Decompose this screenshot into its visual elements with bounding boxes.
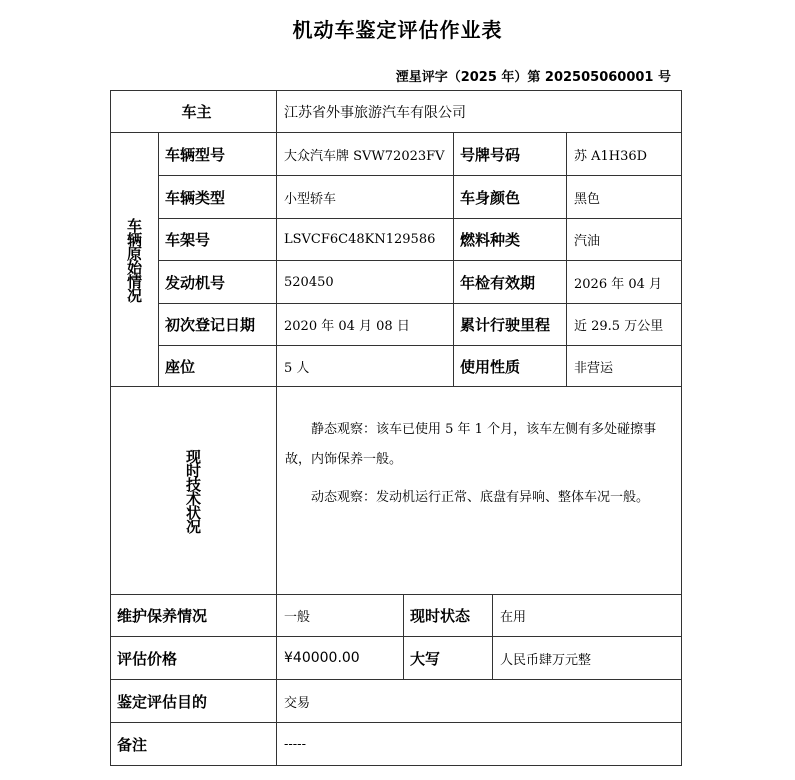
remark-value-cell [276, 722, 682, 766]
label-usage: 使用性质 [460, 357, 521, 376]
row-value [276, 345, 454, 387]
purpose-label: 鉴定评估目的 [117, 692, 208, 711]
purpose-value: 交易 [284, 695, 311, 711]
owner-label: 车主 [181, 103, 212, 121]
row-value [276, 303, 454, 346]
price-words-label: 大写 [410, 649, 441, 668]
value-usage: 非营运 [574, 360, 614, 376]
value-body-color: 黑色 [574, 191, 601, 207]
label-body-color: 车身颜色 [460, 188, 521, 207]
original-section-label: 车辆原始情况 [125, 217, 143, 302]
row-label [158, 345, 277, 387]
row-label [158, 260, 277, 304]
label-seats: 座位 [165, 357, 196, 376]
purpose-label-cell [110, 679, 277, 723]
owner-value-cell [276, 90, 682, 133]
dynamic-observation: 动态观察：发动机运行正常、底盘有异响、整体车况一般。 [311, 490, 650, 505]
row-label [453, 303, 567, 346]
label-engine-number: 发动机号 [165, 273, 226, 292]
price-label-cell [110, 636, 277, 680]
label-mileage: 累计行驶里程 [460, 316, 551, 334]
current-status-label-cell [403, 594, 493, 637]
maintenance-value-cell [276, 594, 404, 637]
price-words-label-cell [403, 636, 493, 680]
row-value [566, 345, 682, 387]
label-fuel-type: 燃料种类 [460, 231, 521, 249]
row-value [566, 218, 682, 261]
row-label [158, 132, 277, 176]
row-label [453, 132, 567, 176]
value-mileage: 近 29.5 万公里 [574, 319, 664, 334]
value-inspection-valid: 2026 年 04 月 [574, 276, 663, 292]
current-status-label: 现时状态 [410, 607, 471, 625]
original-section-label-cell [110, 132, 159, 387]
remark-value: ----- [284, 736, 306, 752]
value-vehicle-model: 大众汽车牌 SVW72023FV [284, 148, 445, 164]
value-fuel-type: 汽油 [574, 234, 601, 249]
static-observation: 静态观察：该车已使用 5 年 1 个月，该车左侧有多处碰擦事故，内饰保养一般。 [285, 422, 657, 467]
document-number: 湮星评字（2025 年）第 202505060001 号 [395, 70, 671, 85]
price-value: ¥40000.00 [284, 650, 360, 666]
value-vin: LSVCF6C48KN129586 [284, 232, 436, 247]
row-value [276, 260, 454, 304]
owner-label-cell [110, 90, 277, 133]
purpose-value-cell [276, 679, 682, 723]
row-label [158, 303, 277, 346]
row-value [276, 132, 454, 176]
row-value [566, 260, 682, 304]
current-status-value: 在用 [500, 610, 527, 625]
value-vehicle-type: 小型轿车 [284, 191, 337, 207]
price-words-value-cell [492, 636, 682, 680]
label-plate-number: 号牌号码 [460, 145, 521, 164]
row-label [453, 345, 567, 387]
label-inspection-valid: 年检有效期 [460, 273, 536, 292]
value-first-registration: 2020 年 04 月 08 日 [284, 319, 410, 334]
label-vin: 车架号 [165, 231, 211, 249]
maintenance-value: 一般 [284, 610, 311, 625]
owner-value: 江苏省外事旅游汽车有限公司 [284, 104, 466, 121]
price-value-cell [276, 636, 404, 680]
value-engine-number: 520450 [284, 274, 334, 290]
price-label: 评估价格 [117, 649, 178, 668]
value-plate-number: 苏 A1H36D [574, 148, 648, 164]
document-title: 机动车鉴定评估作业表 [292, 18, 503, 42]
row-value [566, 303, 682, 346]
value-seats: 5 人 [284, 360, 310, 376]
row-label [158, 175, 277, 219]
row-label [453, 260, 567, 304]
maintenance-label: 维护保养情况 [117, 607, 208, 625]
row-label [453, 175, 567, 219]
remark-label: 备注 [117, 735, 148, 754]
row-value [276, 175, 454, 219]
row-label [158, 218, 277, 261]
remark-label-cell [110, 722, 277, 766]
price-words-value: 人民币肆万元整 [500, 652, 592, 668]
row-value [566, 175, 682, 219]
label-first-registration: 初次登记日期 [165, 316, 256, 334]
maintenance-label-cell [110, 594, 277, 637]
current-status-value-cell [492, 594, 682, 637]
tech-label-cell [110, 386, 277, 595]
label-vehicle-model: 车辆型号 [165, 145, 226, 164]
row-value [566, 132, 682, 176]
tech-description-cell [276, 386, 682, 595]
tech-label: 现时技术状况 [184, 448, 202, 533]
row-label [453, 218, 567, 261]
label-vehicle-type: 车辆类型 [165, 188, 226, 207]
row-value [276, 218, 454, 261]
